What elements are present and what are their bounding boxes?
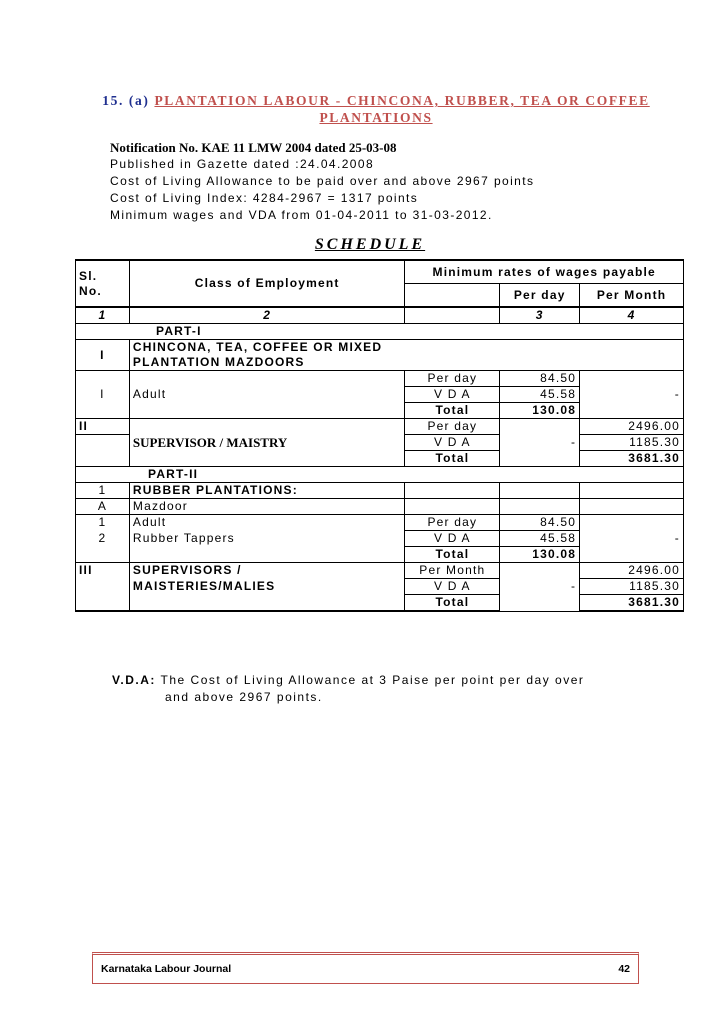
rubber-supervisor-sl: III [76, 563, 130, 579]
part-1-group: CHINCONA, TEA, COFFEE OR MIXED PLANTATION MAZDOORS [129, 340, 683, 371]
rubber-supervisor-total-label: Total [405, 595, 500, 612]
rubber-total-label-blank [129, 547, 405, 563]
part-1-row [76, 324, 684, 340]
rubber-rate-label: Per day [405, 515, 500, 531]
part-2-group-blank-1 [405, 483, 500, 499]
cost-of-living-index: Cost of Living Index: 4284-2967 = 1317 points [110, 191, 419, 205]
footer-journal-name: Karnataka Labour Journal [101, 963, 232, 975]
supervisor-month-vda: 1185.30 [580, 435, 684, 451]
header-per-day: Per day [500, 284, 580, 308]
part-2-group-blank-2 [500, 483, 580, 499]
rubber-supervisor-month-total: 3681.30 [580, 595, 684, 612]
rubber-vda-day: 45.58 [500, 531, 580, 547]
part-2-group: RUBBER PLANTATIONS: [129, 483, 405, 499]
part-2-label: PART-II [76, 467, 684, 483]
rubber-total-label: Total [405, 547, 500, 563]
rubber-total-sl-blank [76, 547, 130, 563]
supervisor-month-basic: 2496.00 [580, 419, 684, 435]
rubber-supervisor-label-blank [129, 595, 405, 612]
rubber-adult-label: Adult [129, 515, 405, 531]
adult-row-1 [76, 371, 684, 387]
adult-sl: I [76, 371, 130, 419]
rubber-adult-row [76, 515, 684, 531]
adult-vda-day: 45.58 [500, 387, 580, 403]
rubber-supervisor-month-basic: 2496.00 [580, 563, 684, 579]
rubber-tapper-label: Rubber Tappers [129, 531, 405, 547]
rubber-supervisor-sl-blank-2 [76, 595, 130, 612]
col-number-3: 3 [500, 307, 580, 324]
rubber-tapper-sl: 2 [76, 531, 130, 547]
part-2-sl: 1 [76, 483, 130, 499]
vda-text-1: The Cost of Living Allowance at 3 Paise per point per day over [160, 673, 585, 687]
col-number-2: 2 [129, 307, 405, 324]
heading-title-2: PLANTATIONS [319, 110, 433, 125]
adult-vda-label: V D A [405, 387, 500, 403]
rubber-supervisor-row-1 [76, 563, 684, 579]
rubber-adult-sl: 1 [76, 515, 130, 531]
gazette-date: Published in Gazette dated :24.04.2008 [110, 157, 375, 171]
mazdoor-sl: A [76, 499, 130, 515]
rubber-supervisor-rate-label: Per Month [405, 563, 500, 579]
cola-note: Cost of Living Allowance to be paid over and above 2967 points [110, 174, 535, 188]
rubber-supervisor-row-2 [76, 579, 684, 595]
rubber-supervisor-month-vda: 1185.30 [580, 579, 684, 595]
rubber-supervisor-label-2: MAISTERIES/MALIES [129, 579, 405, 595]
supervisor-month-total: 3681.30 [580, 451, 684, 467]
supervisor-per-day: - [500, 419, 580, 467]
adult-per-month: - [580, 371, 684, 419]
heading-line-2 [86, 109, 666, 126]
schedule-title: SCHEDULE [314, 236, 426, 253]
rubber-supervisor-sl-blank [76, 579, 130, 595]
document-heading [86, 92, 666, 126]
validity-period: Minimum wages and VDA from 01-04-2011 to 31-03-2012. [110, 208, 493, 222]
table-header-row-1 [76, 260, 684, 284]
col-number-blank [405, 307, 500, 324]
vda-label: V.D.A: [112, 673, 156, 687]
rubber-per-month: - [580, 515, 684, 563]
column-number-row [76, 307, 684, 324]
rubber-supervisor-vda-label: V D A [405, 579, 500, 595]
adult-per-day: 84.50 [500, 371, 580, 387]
header-sl: Sl. No. [76, 260, 130, 307]
wages-table [75, 259, 684, 612]
header-min-rates: Minimum rates of wages payable [405, 260, 684, 284]
rubber-supervisor-row-3 [76, 595, 684, 612]
part-1-sl: I [76, 340, 130, 371]
supervisor-row-1 [76, 419, 684, 435]
mazdoor-row [76, 499, 684, 515]
supervisor-sl: II [76, 419, 130, 435]
supervisor-total-label: Total [405, 451, 500, 467]
mazdoor-blank-1 [405, 499, 500, 515]
header-blank [405, 284, 500, 308]
part-1-group-row [76, 340, 684, 371]
supervisor-rate-label: Per day [405, 419, 500, 435]
supervisor-sl-blank [76, 435, 130, 451]
notification-number: Notification No. KAE 11 LMW 2004 dated 25-03-08 [110, 140, 397, 155]
adult-rate-label: Per day [405, 371, 500, 387]
rubber-total-day: 130.08 [500, 547, 580, 563]
page-footer [92, 952, 639, 984]
adult-label: Adult [129, 371, 405, 419]
rubber-vda-label: V D A [405, 531, 500, 547]
adult-total-label: Total [405, 403, 500, 419]
mazdoor-label: Mazdoor [129, 499, 405, 515]
heading-title-1: PLANTATION LABOUR - CHINCONA, RUBBER, TEA OR COFFEE [154, 93, 650, 108]
mazdoor-blank-2 [500, 499, 580, 515]
heading-number: 15. (a) [102, 93, 150, 108]
col-number-4: 4 [580, 307, 684, 324]
vda-note [112, 672, 672, 706]
part-2-group-blank-3 [580, 483, 684, 499]
heading-line-1 [86, 92, 666, 109]
rubber-per-day: 84.50 [500, 515, 580, 531]
supervisor-sl-blank-2 [76, 451, 130, 467]
col-number-1: 1 [76, 307, 130, 324]
part-2-group-row [76, 483, 684, 499]
header-per-month: Per Month [580, 284, 684, 308]
supervisor-vda-label: V D A [405, 435, 500, 451]
supervisor-label: SUPERVISOR / MAISTRY [129, 419, 405, 467]
mazdoor-blank-3 [580, 499, 684, 515]
vda-text-2: and above 2967 points. [165, 690, 323, 704]
adult-total-day: 130.08 [500, 403, 580, 419]
footer-page-number: 42 [618, 963, 630, 975]
rubber-supervisor-label-1: SUPERVISORS / [129, 563, 405, 579]
part-1-label: PART-I [76, 324, 684, 340]
part-2-row [76, 467, 684, 483]
header-class-of-employment: Class of Employment [129, 260, 405, 307]
rubber-supervisor-per-day: - [500, 563, 580, 612]
